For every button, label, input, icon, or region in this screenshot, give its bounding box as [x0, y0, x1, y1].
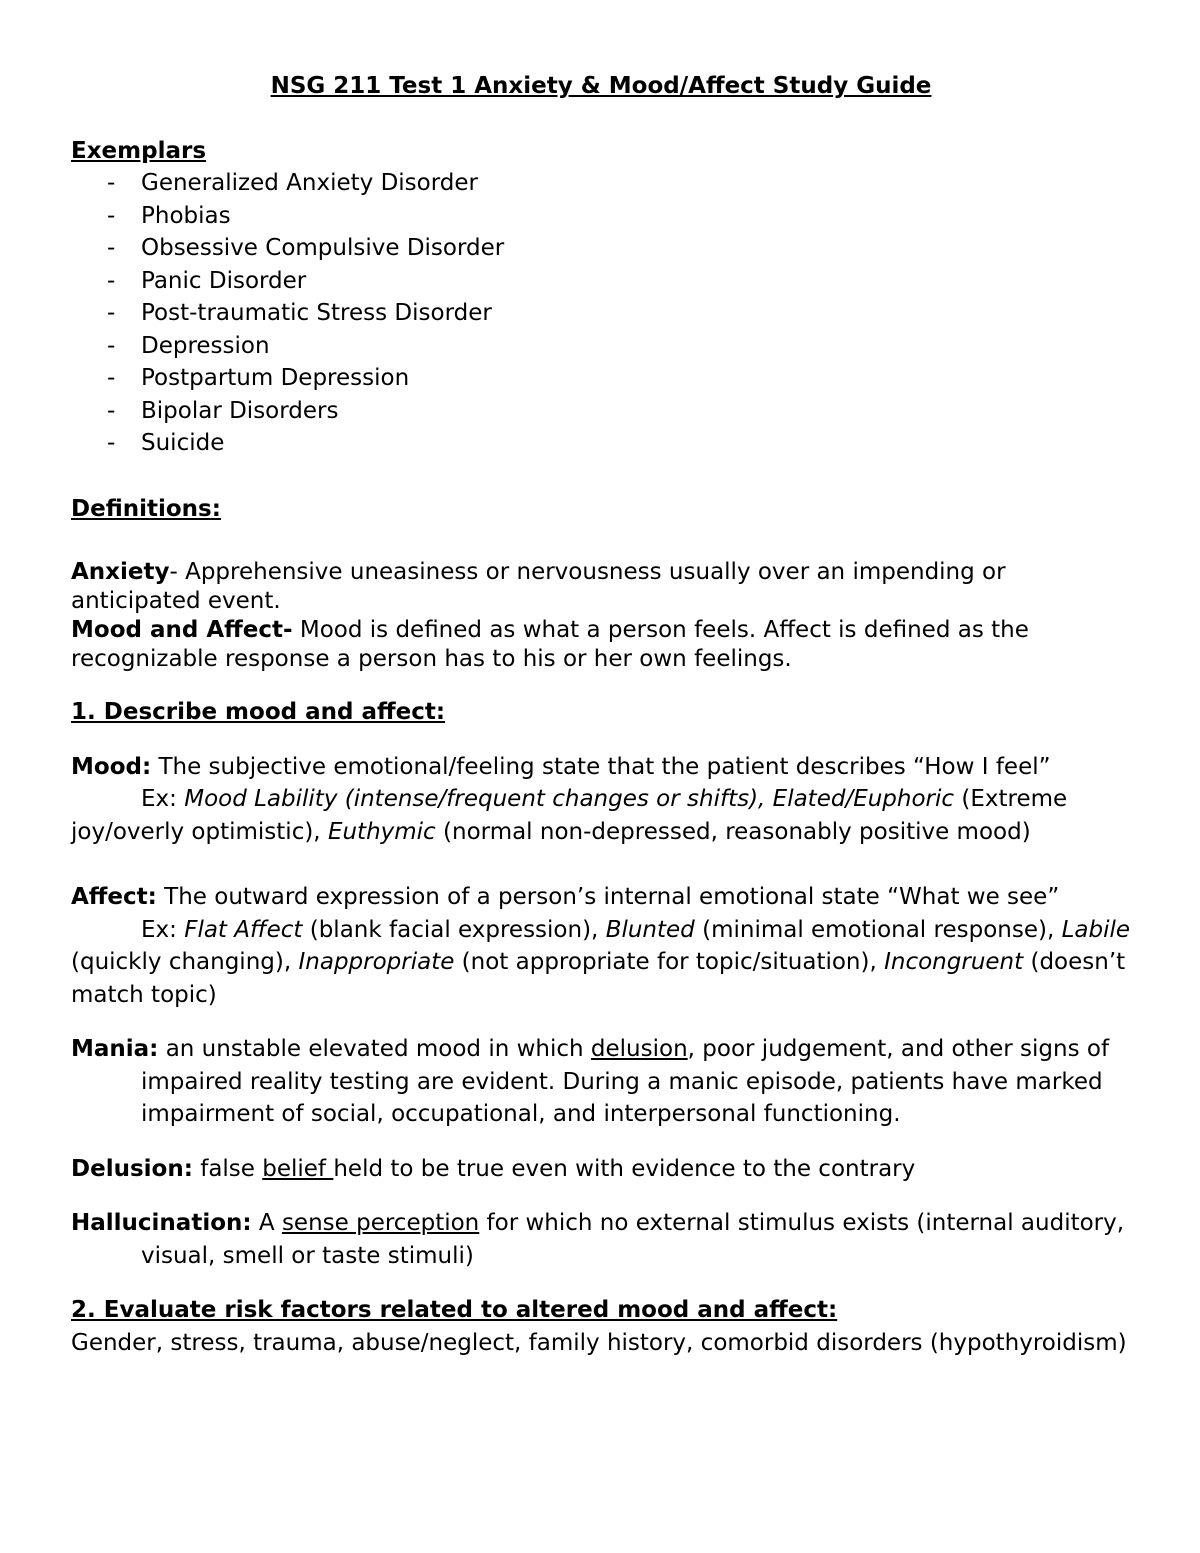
definitions-heading: Definitions:: [71, 495, 221, 522]
list-item: - Suicide: [71, 427, 1131, 460]
exemplars-list: [71, 167, 1131, 460]
affect-term: Affect:: [71, 884, 157, 910]
anxiety-definition: Anxiety- Apprehensive uneasiness or nervousness usually over an impending or anticipated event.: [71, 559, 1006, 614]
list-dash: -: [107, 365, 116, 391]
list-item: - Panic Disorder: [71, 265, 1131, 298]
section1-heading: 1. Describe mood and affect:: [71, 699, 446, 725]
list-dash: -: [107, 397, 116, 424]
list-dash: -: [107, 202, 116, 229]
mood-term: Mood:: [71, 753, 152, 780]
list-item: - Post-traumatic Stress Disorder: [71, 297, 1131, 330]
risk-factors-text: Gender, stress, trauma, abuse/neglect, family history, comorbid disorders (hypothyroidism): [71, 1329, 1127, 1356]
list-item: - Depression: [71, 330, 1131, 363]
hallucination-term: Hallucination:: [71, 1210, 252, 1236]
hallucination-definition: Hallucination: A sense perception for which no external stimulus exists (internal auditory, visual, smell or taste stimuli): [71, 1210, 1125, 1269]
list-item: - Phobias: [71, 200, 1131, 233]
delusion-link-text: delusion: [590, 1036, 688, 1062]
mania-term: Mania:: [71, 1036, 159, 1062]
affect-examples: Ex: Flat Affect (blank facial expression), Blunted (minimal emotional response), Labile (quickly changing), Inappropriate (not appropriate for topic/situation), Incongruent (doesn’t match topic): [71, 916, 1131, 1008]
anxiety-term: Anxiety: [71, 559, 170, 585]
list-dash: -: [107, 300, 116, 326]
list-item: - Bipolar Disorders: [71, 395, 1131, 428]
mood-examples: Ex: Mood Lability (intense/frequent changes or shifts), Elated/Euphoric (Extreme joy/overly optimistic), Euthymic (normal non-depressed, reasonably positive mood): [71, 786, 1068, 845]
section2-heading: 2. Evaluate risk factors related to altered mood and affect:: [71, 1297, 838, 1323]
mood-affect-term: Mood and Affect-: [71, 617, 293, 643]
delusion-term: Delusion:: [71, 1155, 193, 1182]
list-dash: -: [107, 332, 116, 359]
list-dash: -: [107, 170, 116, 196]
list-dash: -: [107, 267, 116, 294]
page-title: NSG 211 Test 1 Anxiety & Mood/Affect Study Guide: [270, 73, 932, 99]
list-item: - Generalized Anxiety Disorder: [71, 167, 1131, 200]
mood-description: Mood: The subjective emotional/feeling state that the patient describes “How I feel”: [71, 753, 1051, 780]
sense-perception-link-text: sense perception: [281, 1210, 480, 1236]
mood-affect-definition: Mood and Affect- Mood is defined as what a person feels. Affect is defined as the recognizable response a person has to his or her own feelings.: [71, 617, 1029, 672]
list-dash: -: [107, 235, 116, 261]
list-item: - Postpartum Depression: [71, 362, 1131, 395]
list-dash: -: [107, 430, 116, 456]
list-item: - Obsessive Compulsive Disorder: [71, 232, 1131, 265]
belief-link-text: belief: [262, 1155, 334, 1182]
delusion-definition: Delusion: false belief held to be true even with evidence to the contrary: [71, 1155, 916, 1182]
document-page: [71, 70, 1131, 1359]
exemplars-heading: Exemplars: [71, 137, 207, 164]
mania-definition: Mania: an unstable elevated mood in which delusion, poor judgement, and other signs of impaired reality testing are evident. During a manic episode, patients have marked impairment of social, occupational, and interpersonal functioning.: [71, 1036, 1110, 1127]
affect-description: Affect: The outward expression of a person’s internal emotional state “What we see”: [71, 884, 1060, 910]
